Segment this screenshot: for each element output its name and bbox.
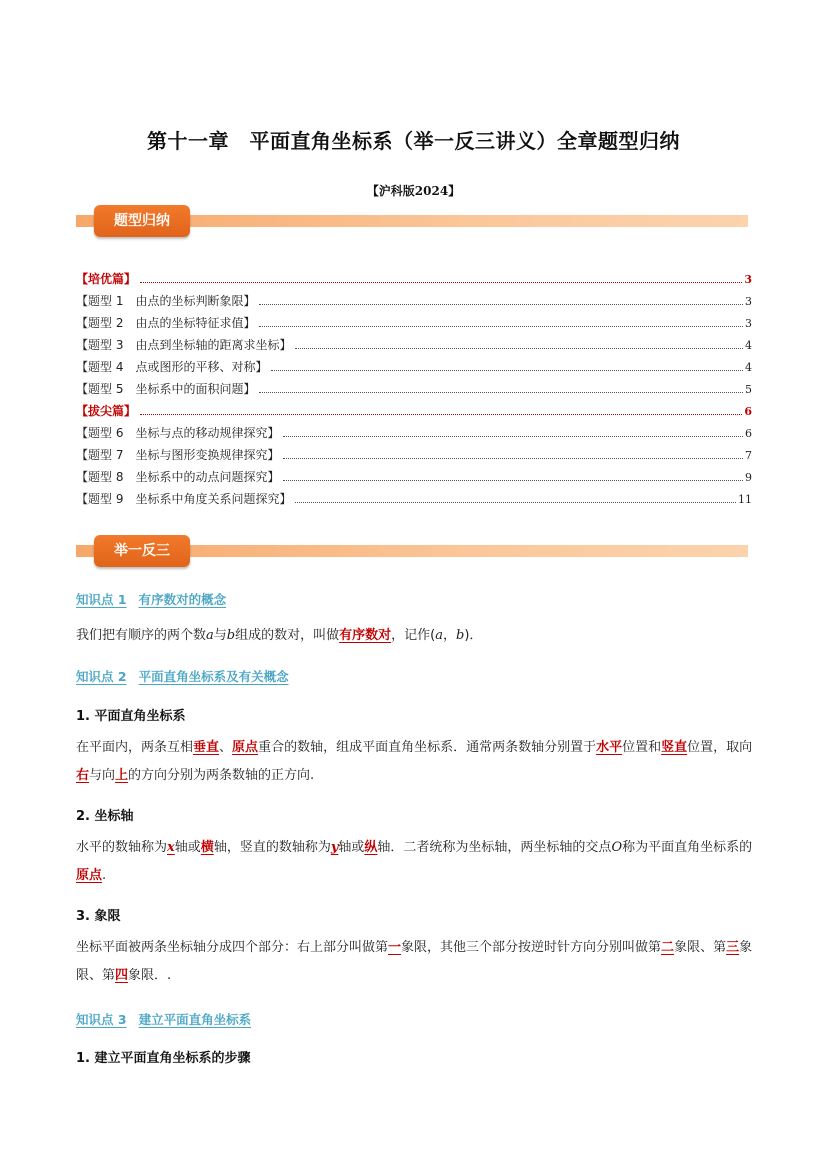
- text: 重合的数轴，组成平面直角坐标系．通常两条数轴分别置于: [258, 740, 597, 755]
- key-term: 有序数对: [339, 628, 392, 643]
- kp-title: 建立平面直角坐标系: [138, 1012, 252, 1027]
- para-coordinate-system: [76, 734, 754, 790]
- text: 的方向分别为两条数轴的正方向.: [128, 768, 315, 783]
- var-o: O: [611, 840, 623, 855]
- toc-page-number: 4: [745, 339, 752, 352]
- key-term: 一: [388, 940, 402, 955]
- toc-entry[interactable]: [76, 490, 752, 512]
- text: .: [102, 868, 107, 883]
- table-of-contents: [76, 270, 752, 512]
- toc-page-number: 3: [745, 295, 752, 308]
- toc-entry-label: 【题型 9 坐标系中角度关系问题探究】: [76, 492, 292, 506]
- key-term: 原点: [76, 868, 103, 883]
- text: 象限，其他三个部分按逆时针方向分别叫做第: [401, 940, 662, 955]
- section-heading-4: 1. 建立平面直角坐标系的步骤: [76, 1051, 251, 1066]
- toc-leader-dots: [283, 436, 743, 437]
- knowledge-point-2-heading: [76, 667, 301, 685]
- key-term: 四: [115, 968, 129, 983]
- toc-leader-dots: [283, 480, 743, 481]
- toc-entry-label: 【题型 5 坐标系中的面积问题】: [76, 382, 256, 396]
- toc-leader-dots: [259, 326, 743, 327]
- text: 坐标平面被两条坐标轴分成四个部分：右上部分叫做第: [76, 940, 389, 955]
- toc-page-number: 5: [745, 383, 752, 396]
- toc-page-number: 6: [745, 427, 752, 440]
- key-term: 二: [661, 940, 675, 955]
- kp1-paragraph: [76, 622, 754, 650]
- knowledge-point-3-heading: [76, 1010, 263, 1028]
- kp-number: 知识点 1: [76, 592, 127, 607]
- toc-leader-dots: [140, 282, 742, 283]
- toc-page-number: 3: [745, 317, 752, 330]
- edition-label: 【沪科版2024】: [366, 184, 461, 198]
- text: 我们把有顺序的两个数: [76, 628, 207, 643]
- section-heading-2: 2. 坐标轴: [76, 809, 134, 824]
- text: 与向: [89, 768, 116, 783]
- toc-leader-dots: [295, 502, 736, 503]
- toc-entry[interactable]: [76, 292, 752, 314]
- var-b: b: [456, 628, 465, 643]
- var-b: b: [226, 628, 236, 643]
- toc-entry[interactable]: [76, 314, 752, 336]
- text: 象限、第: [674, 940, 727, 955]
- text: 水平的数轴称为: [76, 840, 168, 855]
- key-term: 右: [76, 768, 90, 783]
- chapter-title: 第十一章 平面直角坐标系（举一反三讲义）全章题型归纳: [147, 129, 680, 153]
- toc-entry-label: 【题型 6 坐标与点的移动规律探究】: [76, 426, 280, 440]
- kp-title: 有序数对的概念: [138, 592, 227, 607]
- text: 轴或: [174, 840, 201, 855]
- toc-page-number: 4: [745, 361, 752, 374]
- text: 、: [219, 740, 233, 755]
- key-term: 原点: [232, 740, 259, 755]
- kp-number: 知识点 2: [76, 669, 127, 684]
- text: 象限、第: [76, 940, 753, 983]
- text: 组成的数对，叫做: [235, 628, 340, 643]
- toc-entry[interactable]: [76, 336, 752, 358]
- toc-entry-label: 【题型 8 坐标系中的动点问题探究】: [76, 470, 280, 484]
- section-heading-3: 3. 象限: [76, 909, 121, 924]
- text: 轴，竖直的数轴称为: [213, 840, 331, 855]
- banner-tag: 题型归纳: [94, 205, 190, 237]
- para-axes: [76, 834, 754, 890]
- toc-entry[interactable]: [76, 468, 752, 490]
- key-term: y: [330, 840, 339, 855]
- text: 与: [213, 628, 227, 643]
- toc-page-number: 7: [745, 449, 752, 462]
- text: 位置和: [622, 740, 662, 755]
- toc-entry-label: 【题型 1 由点的坐标判断象限】: [76, 294, 256, 308]
- toc-entry-label: 【题型 2 由点的坐标特征求值】: [76, 316, 256, 330]
- key-term: 上: [115, 768, 129, 783]
- toc-leader-dots: [259, 304, 743, 305]
- key-term: 垂直: [193, 740, 220, 755]
- toc-page-number: 3: [744, 273, 752, 286]
- toc-entry[interactable]: [76, 424, 752, 446]
- main-banner: [76, 535, 748, 571]
- toc-entry[interactable]: [76, 402, 752, 424]
- toc-entry-label: 【拔尖篇】: [76, 404, 137, 418]
- kp-title: 平面直角坐标系及有关概念: [138, 669, 289, 684]
- toc-banner: [76, 205, 748, 241]
- key-term: 水平: [596, 740, 623, 755]
- toc-leader-dots: [283, 458, 743, 459]
- toc-entry[interactable]: [76, 358, 752, 380]
- toc-leader-dots: [295, 348, 743, 349]
- toc-leader-dots: [140, 414, 742, 415]
- kp-number: 知识点 3: [76, 1012, 127, 1027]
- key-term: 竖直: [661, 740, 688, 755]
- toc-page-number: 6: [744, 405, 752, 418]
- toc-entry-label: 【培优篇】: [76, 272, 137, 286]
- toc-entry[interactable]: [76, 380, 752, 402]
- text: ，记作(: [391, 628, 436, 643]
- text: 象限．.: [128, 968, 172, 983]
- var-a: a: [206, 628, 214, 643]
- toc-entry-label: 【题型 4 点或图形的平移、对称】: [76, 360, 268, 374]
- key-term: 横: [200, 840, 214, 855]
- toc-leader-dots: [271, 370, 743, 371]
- banner-tag: 举一反三: [94, 535, 190, 567]
- para-quadrants: [76, 934, 754, 990]
- key-term: 纵: [364, 840, 378, 855]
- toc-entry-label: 【题型 7 坐标与图形变换规律探究】: [76, 448, 280, 462]
- text: )．: [464, 628, 483, 643]
- key-term: x: [167, 840, 175, 855]
- key-term: 三: [726, 940, 740, 955]
- toc-entry[interactable]: [76, 446, 752, 468]
- text: 在平面内，两条互相: [76, 740, 194, 755]
- toc-leader-dots: [259, 392, 743, 393]
- toc-entry-label: 【题型 3 由点到坐标轴的距离求坐标】: [76, 338, 292, 352]
- text: 轴．二者统称为坐标轴，两坐标轴的交点: [377, 840, 612, 855]
- toc-page-number: 9: [745, 471, 752, 484]
- knowledge-point-1-heading: [76, 590, 238, 608]
- toc-entry[interactable]: [76, 270, 752, 292]
- text: 轴或: [338, 840, 365, 855]
- text: ，: [443, 628, 457, 643]
- section-heading-1: 1. 平面直角坐标系: [76, 709, 186, 724]
- text: 位置，取向: [687, 740, 753, 755]
- toc-page-number: 11: [738, 493, 752, 506]
- var-a: a: [435, 628, 443, 643]
- text: 称为平面直角坐标系的: [622, 840, 753, 855]
